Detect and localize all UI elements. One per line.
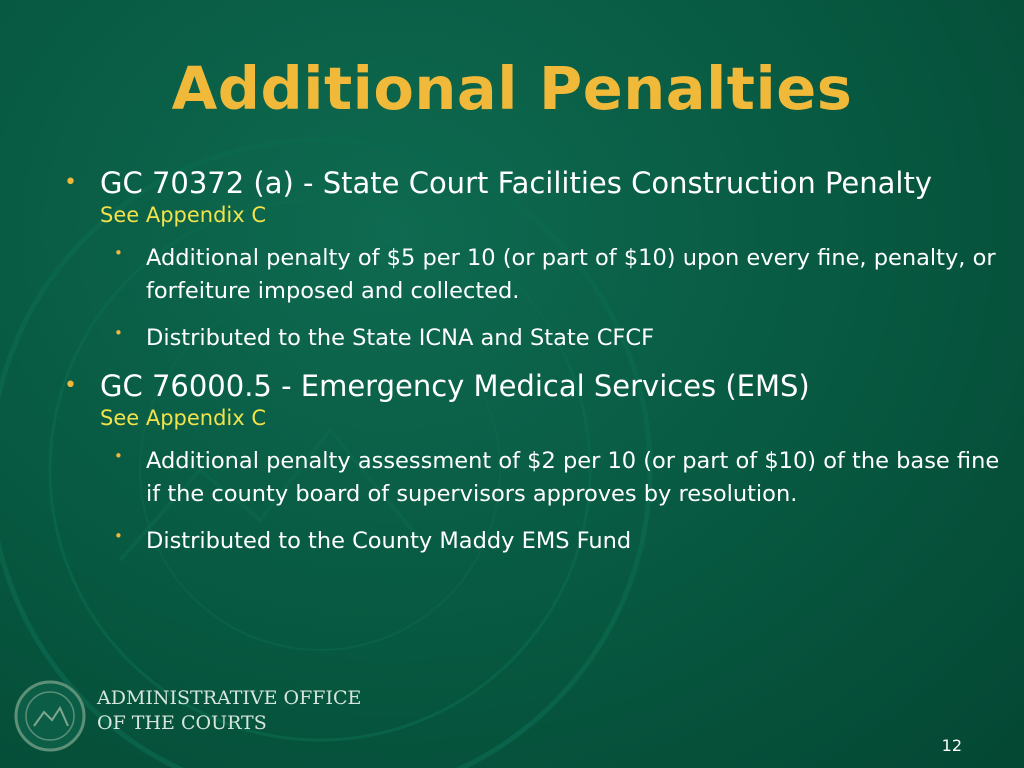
bullet-text: GC 70372 (a) - State Court Facilities Construction Penalty [100,166,932,200]
sub-bullet-item [100,322,1000,355]
bullet-dot-icon: • [114,447,123,465]
bullet-text: GC 76000.5 - Emergency Medical Services (EMS) [100,369,810,403]
bullet-dot-icon: • [114,324,123,342]
bullet-dot-icon: • [64,373,77,398]
organization-line-2: OF THE COURTS [97,712,267,734]
slide-title: Additional Penalties [171,54,853,123]
sub-bullet-text: Additional penalty assessment of $2 per 10 (or part of $10) of the base fine if the county board of supervisors approves by resolution. [146,448,1000,507]
sub-bullet-list [100,445,1000,558]
sub-bullet-list [100,242,1000,355]
appendix-reference: See Appendix C [100,203,267,227]
bullet-dot-icon: • [114,527,123,545]
sub-bullet-item [100,525,1000,558]
organization-line-1: ADMINISTRATIVE OFFICE [97,687,362,709]
bullet-dot-icon: • [114,244,123,262]
sub-bullet-item [100,445,1000,511]
sub-bullet-text: Distributed to the County Maddy EMS Fund [146,528,632,554]
bullet-item [60,166,1000,355]
sub-bullet-item [100,242,1000,308]
bullet-list [60,166,1000,572]
sub-bullet-text: Distributed to the State ICNA and State CFCF [146,325,655,351]
sub-bullet-text: Additional penalty of $5 per 10 (or part of $10) upon every fine, penalty, or forfeiture imposed and collected. [146,245,996,304]
bullet-item [60,369,1000,558]
organization-name [97,686,361,736]
appendix-reference: See Appendix C [100,406,267,430]
bullet-dot-icon: • [64,170,77,195]
page-number: 12 [941,736,962,755]
